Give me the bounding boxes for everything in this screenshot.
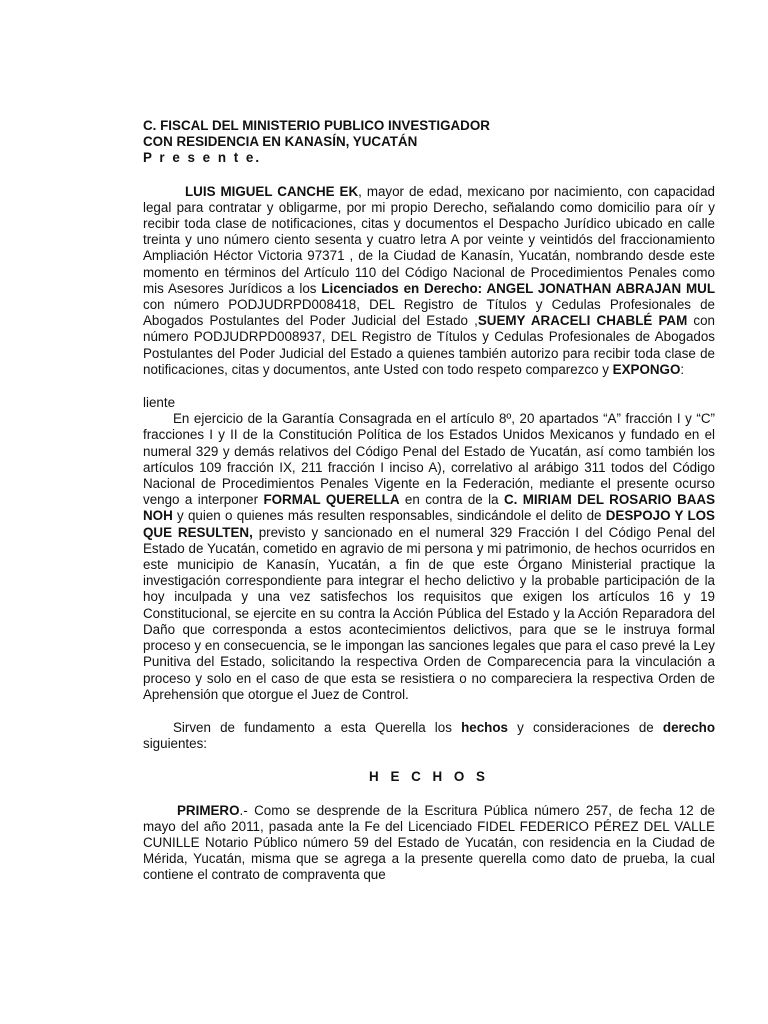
attorney-2-name: SUEMY ARACELI CHABLÉ PAM: [477, 313, 688, 329]
querella-paragraph: [143, 411, 715, 703]
intro-text-2: con número PODJUDRPD008418, DEL Registro de Títulos y Cedulas Profesionales de Abogados Postulantes del Poder Judicial del Estado ,: [143, 297, 715, 329]
crime-name: DESPOJO Y LOS QUE RESULTEN,: [143, 508, 715, 540]
expongo-word: EXPONGO: [612, 361, 681, 377]
body-text-4: previsto y sancionado en el numeral 329 Fracción I del Código Penal del Estado de Yucatán, cometido en agravio de mi persona y mi patrimonio, de hechos ocurridos en este municipio de Kanasín, Yucatán, a fin de que este Órgano Ministerial practique la investigación correspondiente para integrar el hecho delictivo y la probable participación de la hoy inculpada y una vez satisfechos los requisitos que exigen los artículos 16 y 19 Constitucional, se ejercite en su contra la Acción Pública del Estado y la Acción Reparadora del Daño que corresponda a estos acontecimientos delictivos, para que se le instruya formal proceso y en consecuencia, se le impongan las sanciones legales que para el caso prevé la Ley Punitiva del Estado, solicitando la respectiva Orden de Comparecencia para la vinculación a proceso y solo en el caso de que esta se resistiera o no compareciera la respectiva Orden de Aprehensión que otorgue el Juez de Control.: [143, 524, 715, 702]
primero-text: .- Como se desprende de la Escritura Pública número 257, de fecha 12 de mayo del año 2011, pasada ante la Fe del Licenciado FIDEL FEDERICO PÉREZ DEL VALLE CUNILLE Notario Público número 59 del Estado de Yucatán, con residencia en la Ciudad de Mérida, Yucatán, misma que se agrega a la presente querella como dato de prueba, la cual contiene el contrato de compraventa que: [143, 802, 715, 883]
complainant-name: LUIS MIGUEL CANCHE EK: [185, 183, 359, 199]
addressee-header: [143, 118, 715, 167]
intro-text-4: :: [680, 361, 685, 377]
primero-label: PRIMERO: [177, 802, 240, 818]
intro-text-3: con número PODJUDRPD008937, DEL Registro de Títulos y Cedulas Profesionales de Abogados Postulantes del Poder Judicial del Estado a quienes también autorizo para recibir toda clase de notificaciones, citas y documentos, ante Usted con todo respeto comparezco y: [143, 313, 715, 377]
fund-text-2: y consideraciones de: [507, 719, 663, 735]
fund-text-1: Sirven de fundamento a esta Querella los: [173, 719, 462, 735]
attorney-1-name: Licenciados en Derecho: ANGEL JONATHAN ABRAJAN MUL: [321, 280, 716, 296]
addressee-line-1: C. FISCAL DEL MINISTERIO PUBLICO INVESTIGADOR: [143, 118, 490, 133]
formal-querella: FORMAL QUERELLA: [263, 492, 400, 508]
derecho-word: derecho: [662, 719, 715, 735]
stray-text-liente: liente: [143, 395, 176, 411]
body-text-3: y quien o quienes más resulten responsables, sindicándole el delito de: [172, 508, 606, 524]
presente-line: P r e s e n t e.: [143, 150, 262, 166]
fund-text-3: siguientes:: [143, 736, 208, 752]
body-text-2: en contra de la: [399, 492, 504, 508]
hechos-word: hechos: [461, 719, 508, 735]
accused-name: C. MIRIAM DEL ROSARIO BAAS NOH: [143, 492, 716, 524]
fundamento-paragraph: [143, 720, 715, 752]
body-text-1: En ejercicio de la Garantía Consagrada en el artículo 8º, 20 apartados “A” fracción I y “C” fracciones I y II de la Constitución Política de los Estados Unidos Mexicanos y fundado en el numeral 329 y demás relativos del Código Penal del Estado de Yucatán, así como también los artículos 109 fracción IX, 211 fracción I inciso A), correlativo al arábigo 311 todos del Código Nacional de Procedimientos Penales Vigente en la Federación, mediante el presente ocurso vengo a interponer: [143, 411, 715, 508]
intro-paragraph: [143, 184, 715, 378]
document-page: [143, 118, 715, 884]
primero-paragraph: [143, 803, 715, 884]
intro-text-1: , mayor de edad, mexicano por nacimiento, con capacidad legal para contratar y obligarme, por mi propio Derecho, señalando como domicilio para oír y recibir toda clase de notificaciones, citas y documentos el Despacho Jurídico ubicado en calle treinta y uno número ciento sesenta y cuatro letra A por veinte y veintidós del fraccionamiento Ampliación Héctor Victoria 97371 , de la Ciudad de Kanasín, Yucatán, nombrando desde este momento en términos del Artículo 110 del Código Nacional de Procedimientos Penales como mis Asesores Jurídicos a los: [143, 183, 715, 296]
hechos-heading: H E C H O S: [369, 769, 489, 785]
addressee-line-2: CON RESIDENCIA EN KANASÍN, YUCATÁN: [143, 134, 418, 150]
